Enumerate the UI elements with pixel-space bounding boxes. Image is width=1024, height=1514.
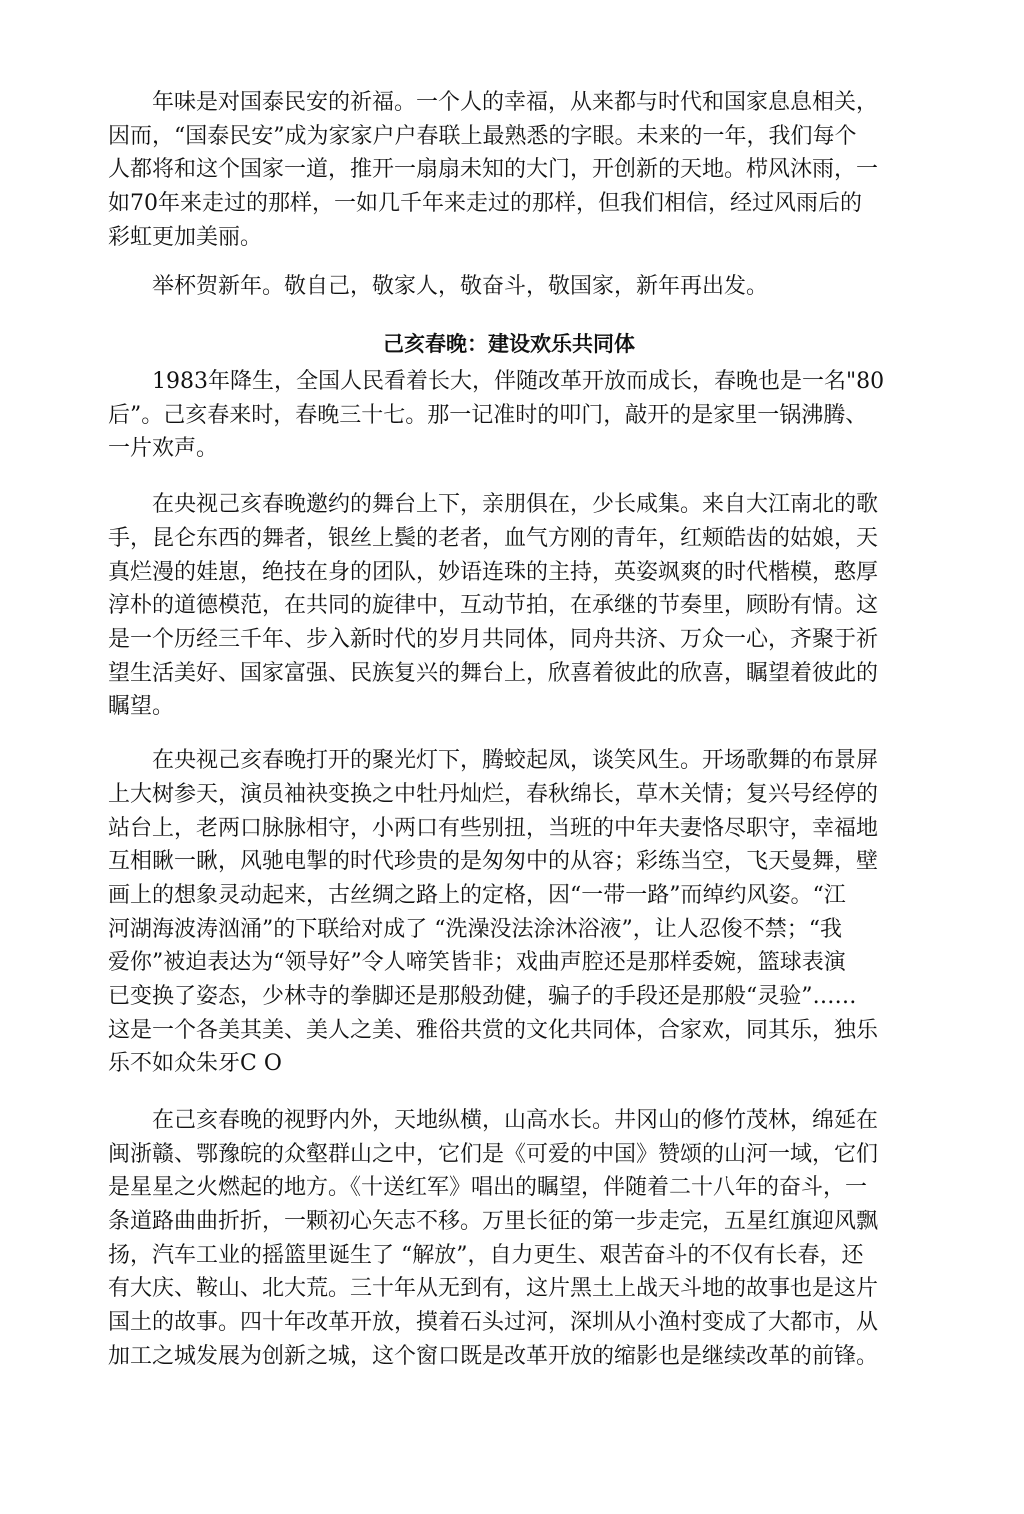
paragraph-line: 如70年来走过的那样，一如几千年来走过的那样，但我们相信，经过风雨后的 (108, 191, 862, 216)
paragraph-line: 互相瞅一瞅，风驰电掣的时代珍贵的是匆匆中的从容；彩练当空，飞天曼舞，壁 (108, 849, 879, 874)
paragraph-line: 举杯贺新年。敬自己，敬家人，敬奋斗，敬国家，新年再出发。 (152, 274, 769, 299)
paragraph-line: 国土的故事。四十年改革开放，摸着石头过河，深圳从小渔村变成了大都市，从 (108, 1310, 879, 1335)
paragraph-line: 画上的想象灵动起来，古丝绸之路上的定格，因“一带一路”而绰约风姿。“江 (108, 883, 846, 908)
paragraph-line: 真烂漫的娃崽，绝技在身的团队，妙语连珠的主持，英姿飒爽的时代楷模，憨厚 (108, 560, 879, 585)
paragraph-line: 在央视己亥春晚打开的聚光灯下，腾蛟起凤，谈笑风生。开场歌舞的布景屏 (152, 748, 879, 773)
paragraph-line: 是一个历经三千年、步入新时代的岁月共同体，同舟共济、万众一心，齐聚于祈 (108, 627, 879, 652)
paragraph-line: 瞩望。 (108, 694, 175, 719)
section-title: 己亥春晚：建设欢乐共同体 (383, 331, 635, 356)
paragraph-line: 后”。己亥春来时，春晚三十七。那一记准时的叩门，敲开的是家里一锅沸腾、 (108, 403, 868, 428)
paragraph-line: 加工之城发展为创新之城，这个窗口既是改革开放的缩影也是继续改革的前锋。 (108, 1344, 879, 1369)
paragraph-line: 在央视己亥春晚邀约的舞台上下，亲朋俱在，少长咸集。来自大江南北的歌 (152, 492, 879, 517)
paragraph-line: 这是一个各美其美、美人之美、雅俗共赏的文化共同体，合家欢，同其乐，独乐 (108, 1018, 879, 1043)
paragraph-line: 扬，汽车工业的摇篮里诞生了 “解放”，自力更生、艰苦奋斗的不仅有长春，还 (108, 1243, 864, 1268)
paragraph-line: 爱你”被迫表达为“领导好”令人啼笑皆非；戏曲声腔还是那样委婉，篮球表演 (108, 950, 846, 975)
paragraph-line: 乐不如众朱牙C O (108, 1051, 282, 1076)
paragraph-line: 年味是对国泰民安的祈福。一个人的幸福，从来都与时代和国家息息相关， (152, 90, 879, 115)
paragraph-line: 1983年降生，全国人民看着长大，伴随改革开放而成长，春晚也是一名"80 (152, 369, 885, 394)
paragraph-line: 河湖海波涛汹涌”的下联给对成了 “洗澡没法涂沐浴液”，让人忍俊不禁；“我 (108, 917, 842, 942)
paragraph-line: 有大庆、鞍山、北大荒。三十年从无到有，这片黑土上战天斗地的故事也是这片 (108, 1276, 879, 1301)
paragraph-line: 闽浙赣、鄂豫皖的众壑群山之中，它们是《可爱的中国》赞颂的山河一域，它们 (108, 1142, 879, 1167)
paragraph-line: 站台上，老两口脉脉相守，小两口有些别扭，当班的中年夫妻恪尽职守，幸福地 (108, 816, 879, 841)
paragraph-line: 已变换了姿态，少林寺的拳脚还是那般劲健，骗子的手段还是那般“灵验”…… (108, 984, 857, 1009)
paragraph-line: 手，昆仑东西的舞者，银丝上鬓的老者，血气方刚的青年，红颊皓齿的姑娘，天 (108, 526, 879, 551)
paragraph-line: 在己亥春晚的视野内外，天地纵横，山高水长。井冈山的修竹茂林，绵延在 (152, 1108, 879, 1133)
paragraph-line: 上大树参天，演员袖袂变换之中牡丹灿烂，春秋绵长，草木关情；复兴号经停的 (108, 782, 879, 807)
paragraph-line: 条道路曲曲折折，一颗初心矢志不移。万里长征的第一步走完，五星红旗迎风飘 (108, 1209, 879, 1234)
paragraph-line: 望生活美好、国家富强、民族复兴的舞台上，欣喜着彼此的欣喜，瞩望着彼此的 (108, 661, 879, 686)
paragraph-line: 人都将和这个国家一道，推开一扇扇未知的大门，开创新的天地。栉风沐雨，一 (108, 157, 879, 182)
paragraph-line: 彩虹更加美丽。 (108, 225, 263, 250)
paragraph-line: 一片欢声。 (108, 436, 219, 461)
paragraph-line: 淳朴的道德模范，在共同的旋律中，互动节拍，在承继的节奏里，顾盼有情。这 (108, 593, 879, 618)
paragraph-line: 是星星之火燃起的地方。《十送红军》唱出的瞩望，伴随着二十八年的奋斗，一 (108, 1175, 868, 1200)
paragraph-line: 因而，“国泰民安”成为家家户户春联上最熟悉的字眼。未来的一年，我们每个 (108, 124, 857, 149)
